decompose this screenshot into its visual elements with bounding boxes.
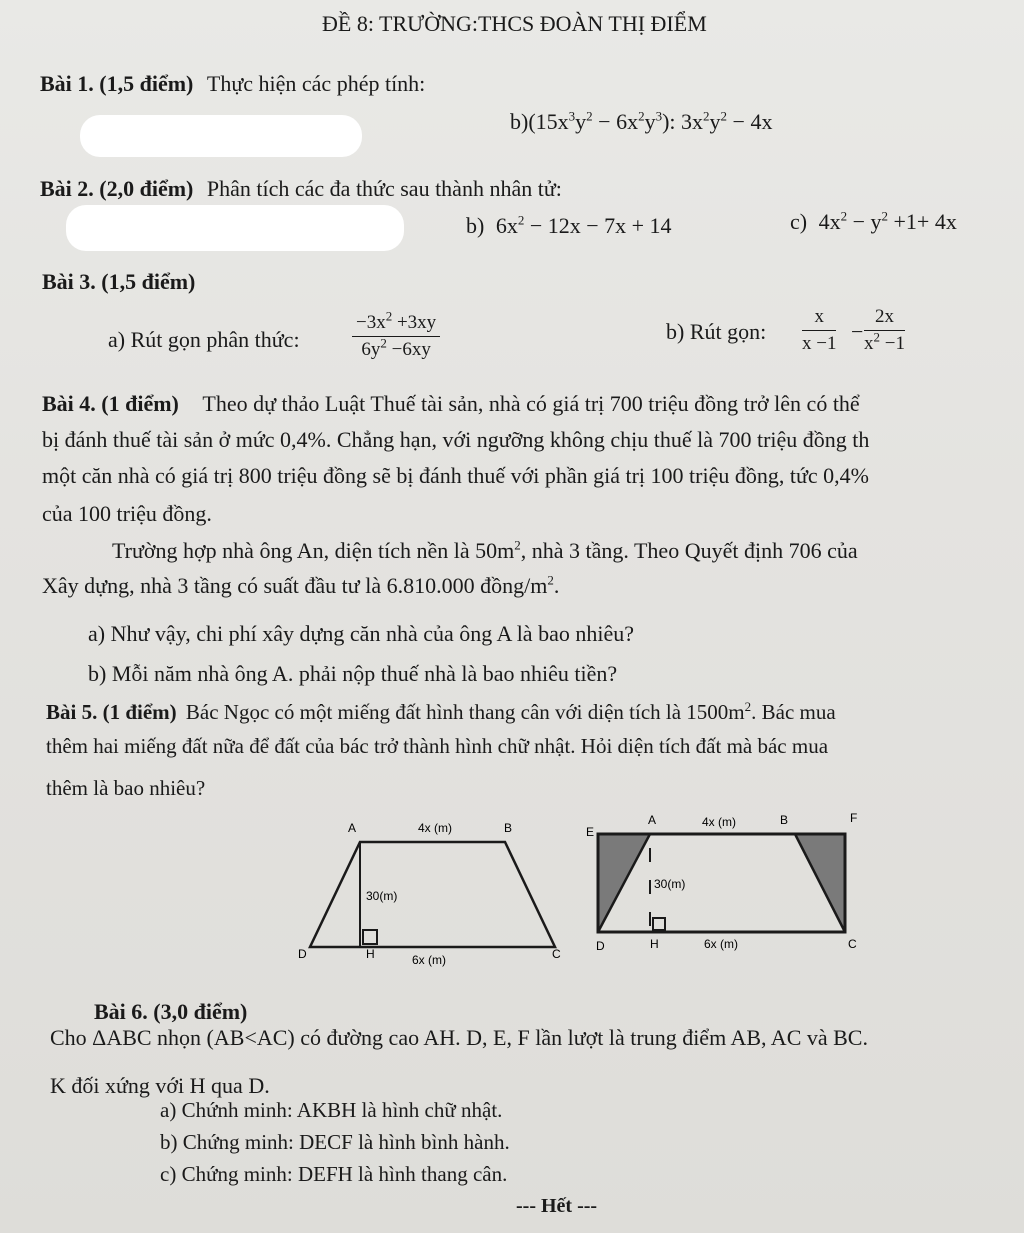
trapezoid-figure xyxy=(290,812,580,972)
bai3-b-minus: − xyxy=(851,319,864,344)
label-a: A xyxy=(648,813,657,827)
expr-exp: 2 xyxy=(881,208,889,224)
bai1-heading xyxy=(40,70,425,98)
label-b: B xyxy=(504,821,513,835)
bai2-label: Bài 2. (2,0 điểm) xyxy=(40,176,194,201)
bai4-line-1 xyxy=(42,390,860,418)
bai2-c-label: c) xyxy=(790,209,808,234)
expr-part: +1+ 4x xyxy=(888,209,957,234)
bai3-b-fraction-2 xyxy=(864,306,905,355)
label-c: C xyxy=(552,947,561,961)
right-angle-mark xyxy=(363,930,377,944)
expr-part: ): 3x xyxy=(662,109,704,134)
expr-exp: 2 xyxy=(840,208,848,224)
bai5-line-2: thêm hai miếng đất nữa để đất của bác trở thành hình chữ nhật. Hỏi diện tích đất mà bác mua xyxy=(46,734,829,758)
bai3-b-fraction-1 xyxy=(802,306,836,355)
bai6-question-a: a) Chứnh minh: AKBH là hình chữ nhật. xyxy=(160,1098,503,1122)
bai2-b xyxy=(466,212,672,240)
rectangle-figure xyxy=(580,808,870,968)
label-b: B xyxy=(780,813,789,827)
bai6-question-c: c) Chứng minh: DEFH là hình thang cân. xyxy=(160,1162,508,1186)
expr-exp: 2 xyxy=(547,572,554,588)
expr-part: −1 xyxy=(880,333,905,354)
bai2-b-label: b) xyxy=(466,213,485,238)
bai1-b-expr xyxy=(528,109,772,134)
bai5-text-1 xyxy=(186,700,836,724)
expr-part: −3x xyxy=(356,312,386,333)
expr-part: Trường hợp nhà ông An, diện tích nền là 50m xyxy=(112,538,515,563)
expr-exp: 2 xyxy=(638,108,645,124)
bai6-label: Bài 6. (3,0 điểm) xyxy=(94,999,248,1024)
bai3-label: Bài 3. (1,5 điểm) xyxy=(42,269,196,294)
fraction-denominator: x −1 xyxy=(802,333,837,354)
expr-part: y xyxy=(575,109,587,134)
expr-part: +3xy xyxy=(392,312,437,333)
expr-part: x xyxy=(864,333,874,354)
expr-exp: 2 xyxy=(385,308,393,324)
expr-exp: 2 xyxy=(517,212,525,228)
fraction-numerator xyxy=(352,308,440,337)
right-angle-mark xyxy=(653,918,665,930)
bai5-label: Bài 5. (1 điểm) xyxy=(46,700,177,724)
expr-exp: 3 xyxy=(655,108,663,124)
bai4-line-2: bị đánh thuế tài sản ở mức 0,4%. Chẳng hạn, với ngưỡng không chịu thuế là 700 triệu đồng th xyxy=(42,427,870,452)
expr-part: 6y xyxy=(361,339,381,360)
fraction-denominator xyxy=(864,331,905,355)
expr-part: Bác Ngọc có một miếng đất hình thang cân với diện tích là 1500m xyxy=(185,700,745,724)
label-c: C xyxy=(848,937,857,951)
expr-exp: 2 xyxy=(380,335,387,351)
bai5-line-3: thêm là bao nhiêu? xyxy=(46,776,206,800)
bai1-text: Thực hiện các phép tính: xyxy=(206,71,426,96)
label-f: F xyxy=(850,811,858,825)
label-top: 4x (m) xyxy=(702,815,736,829)
bai2-b-expr xyxy=(496,213,672,238)
bai3-b-label: b) Rút gọn: xyxy=(666,319,767,344)
label-height: 30(m) xyxy=(366,889,398,903)
bai1-label: Bài 1. (1,5 điểm) xyxy=(40,71,194,96)
bai4-line-6 xyxy=(42,572,559,600)
expr-part: (15x xyxy=(528,109,569,134)
expr-part: . xyxy=(553,573,560,598)
bai3-a-label: a) Rút gọn phân thức: xyxy=(108,327,300,352)
label-bottom: 6x (m) xyxy=(412,953,446,967)
fraction-numerator: x xyxy=(802,306,836,331)
expr-part: − 12x − 7x + 14 xyxy=(524,213,672,238)
label-a: A xyxy=(348,821,357,835)
redaction-bai1-a xyxy=(80,115,362,157)
expr-exp: 3 xyxy=(568,108,576,124)
trapezoid-abcd xyxy=(310,842,555,947)
expr-part: 4x xyxy=(818,209,841,234)
bai1-b xyxy=(510,108,772,136)
bai2-text: Phân tích các đa thức sau thành nhân tử: xyxy=(206,176,562,201)
fraction-denominator xyxy=(352,337,440,361)
bai4-question-a: a) Như vậy, chi phí xây dựng căn nhà của ông A là bao nhiêu? xyxy=(88,621,634,646)
bai4-line-5 xyxy=(112,537,858,565)
bai6-line-2: K đối xứng với H qua D. xyxy=(50,1073,270,1098)
bai2-heading xyxy=(40,175,562,203)
bai4-line-3: một căn nhà có giá trị 800 triệu đồng sẽ bị đánh thuế với phần giá trị 100 triệu đồng, tức 0,4% xyxy=(42,463,869,488)
expr-exp: 2 xyxy=(744,699,752,714)
expr-part: 6x xyxy=(495,213,518,238)
expr-exp: 2 xyxy=(720,108,728,124)
expr-exp: 2 xyxy=(586,108,593,124)
label-top: 4x (m) xyxy=(418,821,452,835)
expr-part: − y xyxy=(847,209,882,234)
bai4-label: Bài 4. (1 điểm) xyxy=(42,391,179,416)
exam-title-text: ĐỀ 8: TRƯỜNG:THCS ĐOÀN THỊ ĐIỂM xyxy=(322,11,707,36)
label-d: D xyxy=(596,939,605,953)
label-height: 30(m) xyxy=(654,877,686,891)
expr-exp: 2 xyxy=(703,108,710,124)
bai1-b-label: b) xyxy=(510,109,529,134)
expr-part: Xây dựng, nhà 3 tầng có suất đầu tư là 6.810.000 đồng/m xyxy=(42,573,548,598)
label-h: H xyxy=(366,947,375,961)
exam-title xyxy=(322,10,707,38)
bai6-question-b: b) Chứng minh: DECF là hình bình hành. xyxy=(160,1130,510,1154)
expr-part: , nhà 3 tầng. Theo Quyết định 706 của xyxy=(520,538,858,563)
bai2-c xyxy=(790,208,957,236)
bai4-question-b: b) Mỗi năm nhà ông A. phải nộp thuế nhà là bao nhiêu tiền? xyxy=(88,661,618,686)
label-h: H xyxy=(650,937,659,951)
expr-part: . Bác mua xyxy=(751,700,836,724)
expr-exp: 2 xyxy=(514,537,521,553)
expr-exp: 2 xyxy=(873,329,880,345)
label-e: E xyxy=(586,825,595,839)
bai3-a-fraction xyxy=(352,308,440,361)
bai5-line-1 xyxy=(46,698,836,726)
expr-part: − 4x xyxy=(727,109,773,134)
bai4-line-4: của 100 triệu đồng. xyxy=(42,501,212,526)
label-bottom: 6x (m) xyxy=(704,937,738,951)
end-marker: --- Hết --- xyxy=(516,1195,598,1217)
expr-part: − 6x xyxy=(592,109,639,134)
label-d: D xyxy=(298,947,307,961)
expr-part: −6xy xyxy=(386,339,431,360)
redaction-bai2-a xyxy=(66,205,404,251)
bai2-c-expr xyxy=(819,209,957,234)
expr-part: y xyxy=(709,109,721,134)
bai4-text: Theo dự thảo Luật Thuế tài sản, nhà có giá trị 700 triệu đồng trở lên có thể xyxy=(202,391,860,416)
fraction-numerator: 2x xyxy=(864,306,905,331)
expr-part: y xyxy=(644,109,656,134)
bai6-line-1: Cho ΔABC nhọn (AB<AC) có đường cao AH. D, E, F lần lượt là trung điểm AB, AC và BC. xyxy=(50,1025,868,1050)
